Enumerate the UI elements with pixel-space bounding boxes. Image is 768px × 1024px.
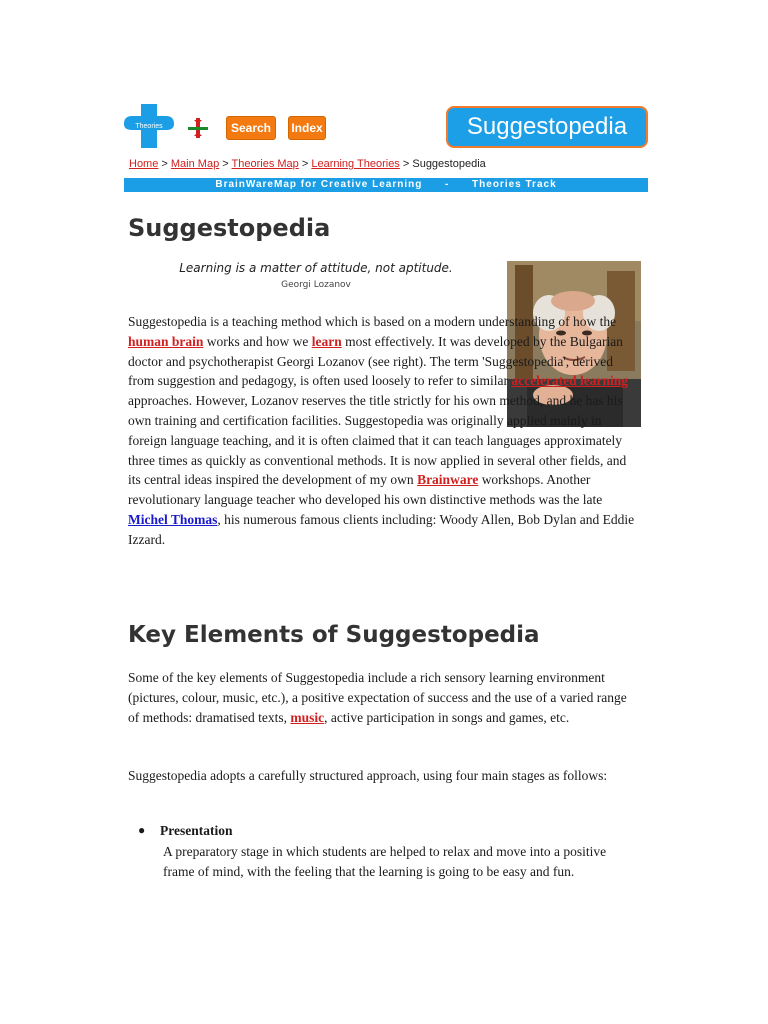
key-text: , active participation in songs and games, etc.: [324, 709, 570, 725]
human-brain-link[interactable]: human brain: [128, 333, 204, 349]
theories-logo-icon[interactable]: [124, 104, 174, 148]
intro-text: workshops. Another revolutionary language teacher who developed his own distinctive methods was the late: [128, 472, 603, 508]
strip-separator: -: [445, 179, 450, 190]
breadcrumb-main-map[interactable]: Main Map: [170, 158, 220, 170]
breadcrumb-separator: >: [158, 158, 171, 170]
breadcrumb-separator: >: [399, 158, 413, 170]
section-heading: Key Elements of Suggestopedia: [128, 622, 540, 648]
track-strip: [124, 178, 648, 192]
breadcrumb-current: Suggestopedia: [412, 158, 486, 170]
breadcrumb-home[interactable]: Home: [129, 158, 159, 170]
top-navigation: [124, 104, 648, 148]
crossed-arrows-icon[interactable]: [188, 118, 208, 138]
page-title: Suggestopedia: [128, 214, 331, 242]
logo-label: Theories: [135, 123, 163, 130]
breadcrumb-learning-theories[interactable]: Learning Theories: [311, 158, 400, 170]
intro-text: most effectively. It was developed by the Bulgarian doctor and psychotherapist Georgi Lozanov (see right). The term 'Suggestopedia', derived from suggestion and pedagogy, is often used loosely to refer to similar: [128, 333, 623, 389]
intro-text: approaches. However, Lozanov reserves the title strictly for his own method, and he has his own training and certification facilities. Suggestopedia was originally applied mainly in foreign language teaching, and it is often claimed that it can teach languages approximately three times as quickly as conventional methods. It is now applied in several other fields, and its central ideas inspired the development of my own: [128, 393, 627, 488]
music-link[interactable]: music: [290, 709, 325, 725]
stage-description: A preparatory stage in which students are helped to relax and move into a positive frame of mind, with the feeling that the learning is going to be easy and fun.: [163, 844, 607, 879]
michel-thomas-link[interactable]: Michel Thomas: [128, 511, 218, 527]
key-elements-paragraph: [128, 668, 640, 727]
breadcrumb-theories-map[interactable]: Theories Map: [231, 158, 299, 170]
breadcrumb-separator: >: [298, 158, 312, 170]
intro-text: Suggestopedia is a teaching method which is based on a modern understanding of how the: [128, 314, 617, 329]
strip-right-text: Theories Track: [472, 179, 557, 190]
brainware-link[interactable]: Brainware: [417, 472, 479, 488]
intro-text: works and how we: [203, 333, 312, 349]
stages-intro-paragraph: [128, 766, 640, 786]
quote-author: Georgi Lozanov: [281, 280, 351, 290]
search-button[interactable]: Search: [226, 116, 276, 140]
accelerated-learning-link[interactable]: accelerated learning: [511, 373, 629, 389]
stages-intro-text: Suggestopedia adopts a carefully structured approach, using four main stages as follows:: [128, 768, 608, 783]
intro-text: , his numerous famous clients including: Woody Allen, Bob Dylan and Eddie Izzard.: [128, 511, 635, 547]
breadcrumb-separator: >: [219, 158, 232, 170]
intro-paragraph: [128, 312, 640, 550]
strip-left-text: BrainWareMap for Creative Learning: [215, 179, 423, 190]
key-text: Some of the key elements of Suggestopedia include a rich sensory learning environment (pictures, colour, music, etc.), a positive expectation of success and the use of a varied range of methods: dramatised texts,: [128, 670, 627, 725]
stage-title: Presentation: [160, 823, 233, 838]
breadcrumb: [129, 158, 486, 170]
index-button[interactable]: Index: [288, 116, 326, 140]
brand-banner: Suggestopedia: [446, 106, 648, 148]
learn-link[interactable]: learn: [311, 333, 342, 349]
quote-text: Learning is a matter of attitude, not aptitude.: [179, 261, 453, 275]
bullet-icon: ●: [138, 823, 146, 837]
